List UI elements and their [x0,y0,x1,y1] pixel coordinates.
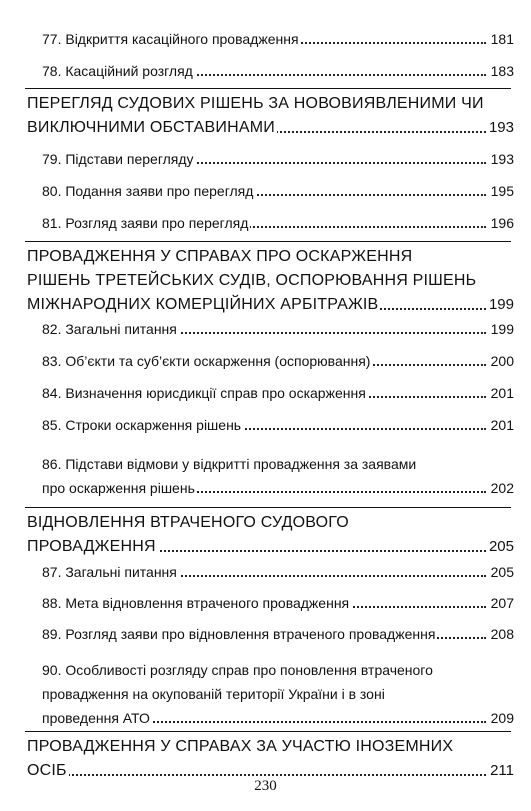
toc-page-ref: 195 [489,179,514,203]
toc-subsection [0,179,531,203]
toc-section [0,511,531,559]
toc-entry-title: 88. Мета відновлення втраченого провадження [42,591,351,615]
toc-page-ref: 193 [487,116,514,140]
toc-subsection [0,658,531,730]
toc-subsection [0,147,531,171]
toc-page-ref: 183 [489,59,514,83]
toc-entry-title: ВИКЛЮЧНИМИ ОБСТАВИНАМИ [27,116,277,140]
section-divider [25,507,511,508]
toc-subsection [0,381,531,405]
toc-leader-dots [31,774,486,776]
toc-entry-title: 79. Підстави перегляду [42,147,196,171]
toc-page-ref: 205 [489,560,514,584]
toc-entry-title: ОСІБ [27,759,69,783]
toc-section [0,92,531,140]
toc-entry-title: 89. Розгляд заяви про відновлення втраченого провадження [42,622,437,646]
toc-subsection [0,560,531,584]
toc-entry-title: 84. Визначення юрисдикції справ про оскарження [42,381,368,405]
toc-page-ref: 209 [489,706,514,730]
section-divider [25,241,511,242]
toc-entry-title: 83. Об’єкти та суб’єкти оскарження (оспорювання) [42,349,372,373]
page-number: 230 [254,778,277,794]
toc-entry-title: 78. Касаційний розгляд [42,59,195,83]
toc-subsection [0,591,531,615]
toc-subsection [0,413,531,437]
toc-entry-title: 82. Загальні питання [42,317,179,341]
toc-entry-title: про оскарження рішень [42,476,197,500]
toc-page-ref: 196 [489,211,514,235]
toc-page-ref: 205 [487,535,514,559]
toc-page-ref: 207 [489,591,514,615]
toc-subsection [0,622,531,646]
toc-entry-title: МІЖНАРОДНИХ КОМЕРЦІЙНИХ АРБІТРАЖІВ [27,293,380,317]
toc-entry-title: 87. Загальні питання [42,560,179,584]
toc-page-ref: 201 [489,413,514,437]
section-divider [25,88,511,89]
toc-subsection [0,349,531,373]
toc-page-ref: 200 [489,349,514,373]
toc-entry-title: 85. Строки оскарження рішень [42,413,243,437]
toc-entry-title: 86. Підстави відмови у відкритті провадження за заявами [42,452,418,476]
toc-page-ref: 181 [489,27,514,51]
toc-entry-title: РІШЕНЬ ТРЕТЕЙСЬКИХ СУДІВ, ОСПОРЮВАННЯ РІШЕНЬ [27,269,478,293]
toc-section [0,245,531,317]
toc-entry-title: 81. Розгляд заяви про перегляд [42,211,250,235]
toc-page-ref: 201 [489,381,514,405]
toc-section [0,735,531,783]
section-divider [25,731,511,732]
toc-entry-title: ПЕРЕГЛЯД СУДОВИХ РІШЕНЬ ЗА НОВОВИЯВЛЕНИМИ ЧИ [27,92,486,116]
toc-page-ref: 199 [487,293,514,317]
toc-page-ref: 208 [489,622,514,646]
toc-subsection [0,211,531,235]
toc-entry-title: ПРОВАДЖЕННЯ У СПРАВАХ ЗА УЧАСТЮ ІНОЗЕМНИХ [27,735,455,759]
toc-entry-title: ПРОВАДЖЕННЯ У СПРАВАХ ПРО ОСКАРЖЕННЯ [27,245,414,269]
toc-subsection [0,59,531,83]
toc-page-ref: 199 [489,317,514,341]
toc-page-ref: 193 [489,147,514,171]
toc-subsection [0,317,531,341]
toc-page-ref: 211 [488,759,514,783]
toc-entry-title: провадження на окупованій території України і в зоні [42,682,387,706]
toc-entry-title: 80. Подання заяви про перегляд [42,179,255,203]
toc-entry-title: ПРОВАДЖЕННЯ [27,535,158,559]
toc-entry-title: 90. Особливості розгляду справ про поновлення втраченого [42,658,435,682]
toc-page-ref: 202 [489,476,514,500]
toc-entry-title: ВІДНОВЛЕННЯ ВТРАЧЕНОГО СУДОВОГО [27,511,351,535]
toc-entry-title: 77. Відкриття касаційного провадження [42,27,301,51]
toc-subsection [0,27,531,51]
toc-subsection [0,452,531,500]
toc-entry-title: проведення АТО [42,706,152,730]
